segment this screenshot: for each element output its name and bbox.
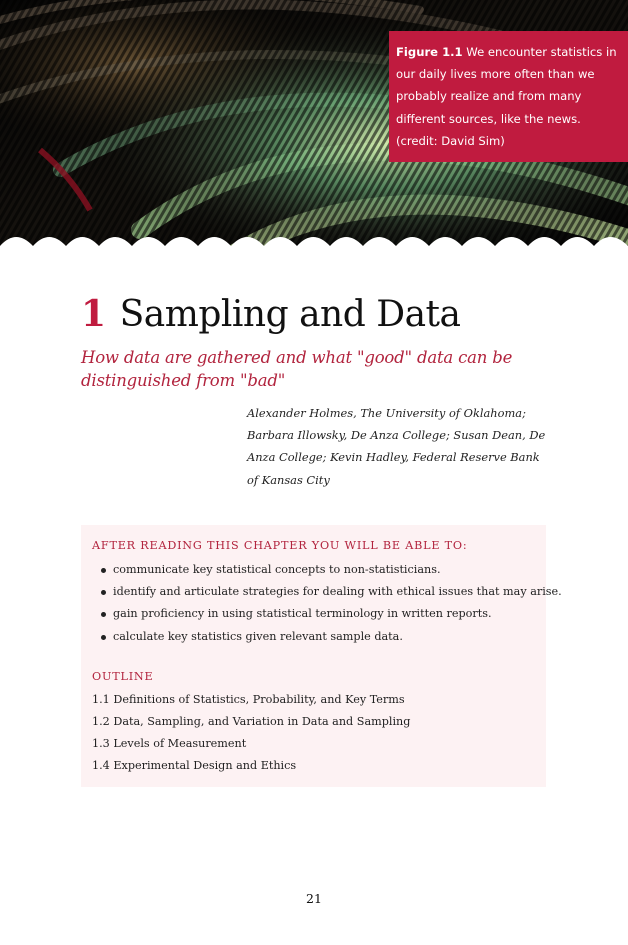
figure-caption bbox=[389, 31, 628, 162]
chapter-title-text: Sampling and Data bbox=[119, 294, 461, 335]
page-number: 21 bbox=[306, 891, 322, 906]
chapter-opener-photo bbox=[0, 0, 628, 258]
bullet-icon bbox=[101, 612, 106, 617]
objective-text: communicate key statistical concepts to non-statisticians. bbox=[113, 563, 441, 576]
outline-item[interactable]: 1.3 Levels of Measurement bbox=[92, 737, 247, 751]
objective-item bbox=[92, 559, 536, 581]
objective-item bbox=[92, 603, 536, 625]
objective-text: gain proficiency in using statistical terminology in written reports. bbox=[113, 607, 492, 621]
objectives-heading: AFTER READING THIS CHAPTER YOU WILL BE ABLE TO: bbox=[92, 539, 468, 552]
objective-text: calculate key statistics given relevant sample data. bbox=[113, 629, 403, 643]
learning-objectives-box bbox=[81, 525, 562, 787]
chapter-subtitle: How data are gathered and what "good" data can be distinguished from "bad" bbox=[81, 348, 513, 390]
objective-item bbox=[92, 626, 536, 648]
chapter-number: 1 bbox=[81, 293, 106, 335]
bullet-icon bbox=[101, 590, 106, 595]
figure-caption-text: We encounter statistics in our daily lives more often than we probably realize and from many different sources, like the news. (credit: David Sim) bbox=[396, 45, 617, 148]
outline-heading: OUTLINE bbox=[92, 669, 154, 683]
outline-item[interactable]: 1.1 Definitions of Statistics, Probability, and Key Terms bbox=[92, 692, 405, 706]
chapter-title bbox=[81, 290, 460, 339]
chapter-authors: Alexander Holmes, The University of Oklahoma; Barbara Illowsky, De Anza College; Susan Dean, De Anza College; Kevin Hadley, Federal Reserve Bank of Kansas City bbox=[247, 406, 546, 487]
objectives-list bbox=[92, 559, 562, 648]
outline-item[interactable]: 1.4 Experimental Design and Ethics bbox=[92, 759, 297, 773]
figure-label: Figure 1.1 bbox=[396, 45, 463, 59]
objective-item bbox=[92, 581, 562, 603]
bullet-icon bbox=[101, 635, 106, 640]
outline-item[interactable]: 1.2 Data, Sampling, and Variation in Data and Sampling bbox=[92, 715, 411, 729]
bullet-icon bbox=[101, 568, 106, 573]
objective-text: identify and articulate strategies for dealing with ethical issues that may arise. bbox=[113, 585, 562, 599]
outline-list bbox=[92, 689, 536, 778]
